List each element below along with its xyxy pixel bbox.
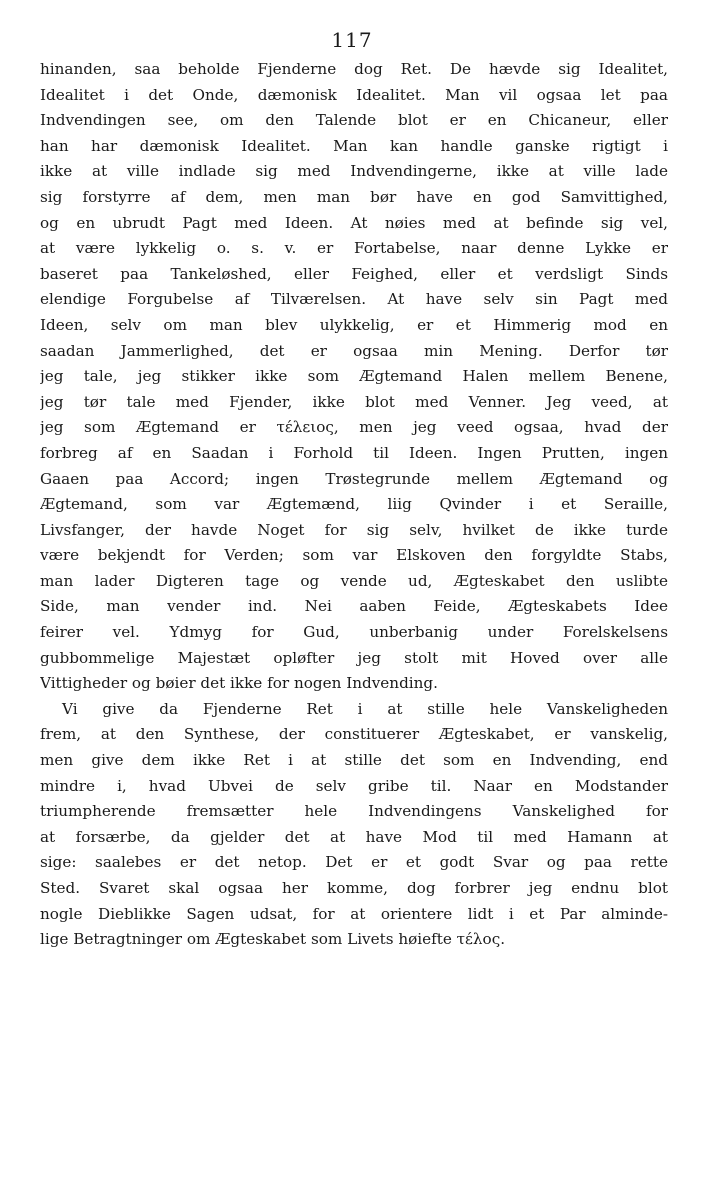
body-text — [40, 57, 668, 953]
text-line: Livsfanger, der havde Noget for sig selv, hvilket de ikke turde — [40, 520, 668, 539]
text-line: triumpherende fremsætter hele Indvendingens Vanskelighed for — [40, 802, 668, 821]
text-line: sige: saalebes er det netop. Det er et godt Svar og paa rette — [40, 853, 668, 872]
text-line: Vi give da Fjenderne Ret i at stille hele Vanskeligheden — [62, 699, 668, 718]
text-line: man lader Digteren tage og vende ud, Ægteskabet den uslibte — [40, 571, 668, 590]
text-line: hinanden, saa beholde Fjenderne dog Ret. De hævde sig Idealitet, — [40, 60, 668, 78]
page-number: 117 — [331, 28, 373, 52]
text-line: gubbommelige Majestæt opløfter jeg stolt mit Hoved over alle — [40, 648, 668, 667]
text-line: Gaaen paa Accord; ingen Trøstegrunde mellem Ægtemand og — [40, 469, 668, 488]
text-line: Ideen, selv om man blev ulykkelig, er et Himmerig mod en — [40, 315, 668, 334]
text-line: Side, man vender ind. Nei aaben Feide, Ægteskabets Idee — [40, 597, 668, 616]
text-line: nogle Dieblikke Sagen udsat, for at orientere lidt i et Par alminde- — [40, 904, 668, 923]
text-line: være bekjendt for Verden; som var Elskoven den forgyldte Stabs, — [40, 546, 668, 565]
text-line: forbreg af en Saadan i Forhold til Ideen. Ingen Prutten, ingen — [40, 443, 668, 462]
text-line: Vittigheder og bøier det ikke for nogen Indvending. — [40, 674, 438, 693]
text-line: feirer vel. Ydmyg for Gud, unberbanig under Forelskelsens — [40, 623, 668, 642]
text-line: og en ubrudt Pagt med Ideen. At nøies med at befinde sig vel, — [40, 213, 668, 232]
text-line: Sted. Svaret skal ogsaa her komme, dog forbrer jeg endnu blot — [40, 879, 668, 897]
text-line: sig forstyrre af dem, men man bør have en god Samvittighed, — [40, 187, 668, 206]
text-line: frem, at den Synthese, der constituerer Ægteskabet, er vanskelig, — [40, 725, 668, 744]
text-line: han har dæmonisk Idealitet. Man kan handle ganske rigtigt i — [40, 136, 668, 155]
text-line: Indvendingen see, om den Talende blot er en Chicaneur, eller — [40, 111, 668, 130]
text-line: jeg tale, jeg stikker ikke som Ægtemand Halen mellem Benene, — [40, 367, 668, 386]
text-line: ikke at ville indlade sig med Indvendingerne, ikke at ville lade — [40, 162, 668, 181]
text-line: jeg tør tale med Fjender, ikke blot med Venner. Jeg veed, at — [40, 392, 668, 411]
text-line: men give dem ikke Ret i at stille det som en Indvending, end — [40, 751, 668, 770]
text-line: Idealitet i det Onde, dæmonisk Idealitet. Man vil ogsaa let paa — [40, 85, 668, 104]
text-line: jeg som Ægtemand er τέλειος, men jeg veed ogsaa, hvad der — [40, 418, 668, 437]
text-line: baseret paa Tankeløshed, eller Feighed, eller et verdsligt Sinds — [40, 264, 668, 283]
text-line: Ægtemand, som var Ægtemænd, liig Qvinder i et Seraille, — [40, 495, 668, 514]
text-line: mindre i, hvad Ubvei de selv gribe til. Naar en Modstander — [40, 776, 668, 795]
text-line: at være lykkelig o. s. v. er Fortabelse, naar denne Lykke er — [40, 239, 668, 258]
text-line: at forsærbe, da gjelder det at have Mod til med Hamann at — [40, 827, 668, 846]
text-line: lige Betragtninger om Ægteskabet som Livets høiefte τέλος. — [40, 930, 506, 949]
text-line: saadan Jammerlighed, det er ogsaa min Mening. Derfor tør — [40, 341, 668, 360]
text-line: elendige Forgubelse af Tilværelsen. At have selv sin Pagt med — [40, 290, 668, 309]
